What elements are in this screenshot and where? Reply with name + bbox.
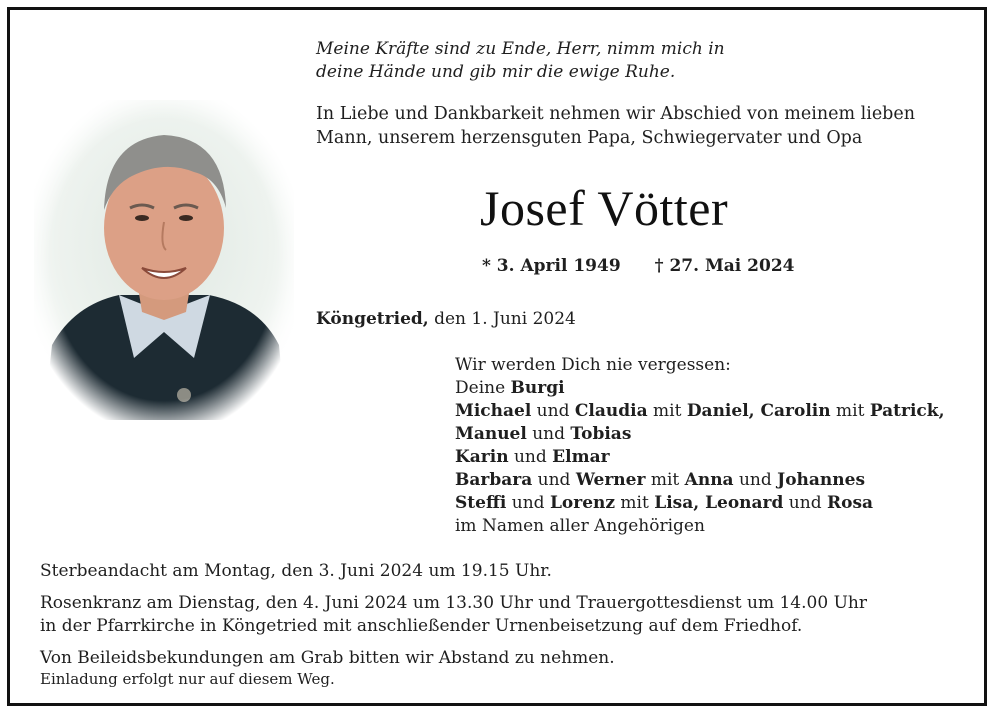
family-line (455, 423, 945, 446)
family-member: Steffi (455, 493, 507, 513)
family-member: Daniel, Carolin (686, 401, 831, 421)
invitation-note: Einladung erfolgt nur auf diesem Weg. (40, 670, 335, 688)
family-line: Wir werden Dich nie vergessen: (455, 355, 731, 375)
intro-text (316, 102, 915, 150)
verse-line-2: deine Hände und gib mir die ewige Ruhe. (316, 62, 676, 82)
text: und (733, 470, 778, 490)
text: und (531, 401, 575, 421)
place-name: Köngetried, (316, 309, 429, 329)
bible-verse (316, 38, 725, 84)
family-member: Anna (684, 470, 734, 490)
prayer-note: Sterbeandacht am Montag, den 3. Juni 2024 um 19.15 Uhr. (40, 561, 552, 581)
family-member: Tobias (570, 424, 632, 444)
portrait-photo (34, 100, 294, 420)
family-member: Johannes (777, 470, 866, 490)
text: in der Pfarrkirche in Köngetried mit anschließender Urnenbeisetzung auf dem Friedhof. (40, 616, 803, 636)
notice-date: den 1. Juni 2024 (434, 309, 576, 329)
family-member: Karin (455, 447, 509, 467)
family-line (455, 400, 945, 423)
text: und (508, 447, 553, 467)
condolence-note: Von Beileidsbekundungen am Grab bitten wir Abstand zu nehmen. (40, 648, 615, 668)
family-member: Werner (575, 470, 646, 490)
place-date (316, 309, 576, 329)
birth-date: * 3. April 1949 (482, 256, 621, 276)
text: und (532, 470, 576, 490)
life-dates (482, 256, 794, 276)
text: mit (647, 401, 687, 421)
family-line (455, 469, 945, 492)
obituary-frame (7, 7, 987, 706)
text: Rosenkranz am Dienstag, den 4. Juni 2024 um 13.30 Uhr und Trauergottesdienst um 14.00 Uhr (40, 593, 867, 613)
verse-line-1: Meine Kräfte sind zu Ende, Herr, nimm mich in (316, 39, 725, 59)
service-note (40, 592, 867, 638)
intro-line-1: In Liebe und Dankbarkeit nehmen wir Abschied von meinem lieben (316, 104, 916, 124)
text: Deine (455, 378, 511, 398)
text: und (506, 493, 550, 513)
text: mit (830, 401, 870, 421)
text: mit (615, 493, 655, 513)
family-member: Claudia (574, 401, 648, 421)
deceased-name: Josef Vötter (480, 180, 729, 236)
family-member: Elmar (552, 447, 610, 467)
family-member: Lisa, Leonard (654, 493, 784, 513)
family-line (455, 446, 945, 469)
death-date: † 27. Mai 2024 (654, 256, 795, 276)
family-member: Michael (455, 401, 532, 421)
family-member: Rosa (827, 493, 874, 513)
family-line (455, 377, 945, 400)
text: mit (645, 470, 685, 490)
family-line: im Namen aller Angehörigen (455, 516, 705, 536)
text: und (783, 493, 827, 513)
intro-line-2: Mann, unserem herzensguten Papa, Schwiegervater und Opa (316, 128, 863, 148)
family-member: Burgi (510, 378, 565, 398)
service-notes (40, 560, 867, 679)
text: und (526, 424, 571, 444)
family-list (455, 354, 945, 538)
family-member: Lorenz (549, 493, 616, 513)
family-member: Manuel (455, 424, 527, 444)
family-member: Barbara (455, 470, 533, 490)
family-member: Patrick, (869, 401, 945, 421)
family-line (455, 492, 945, 515)
